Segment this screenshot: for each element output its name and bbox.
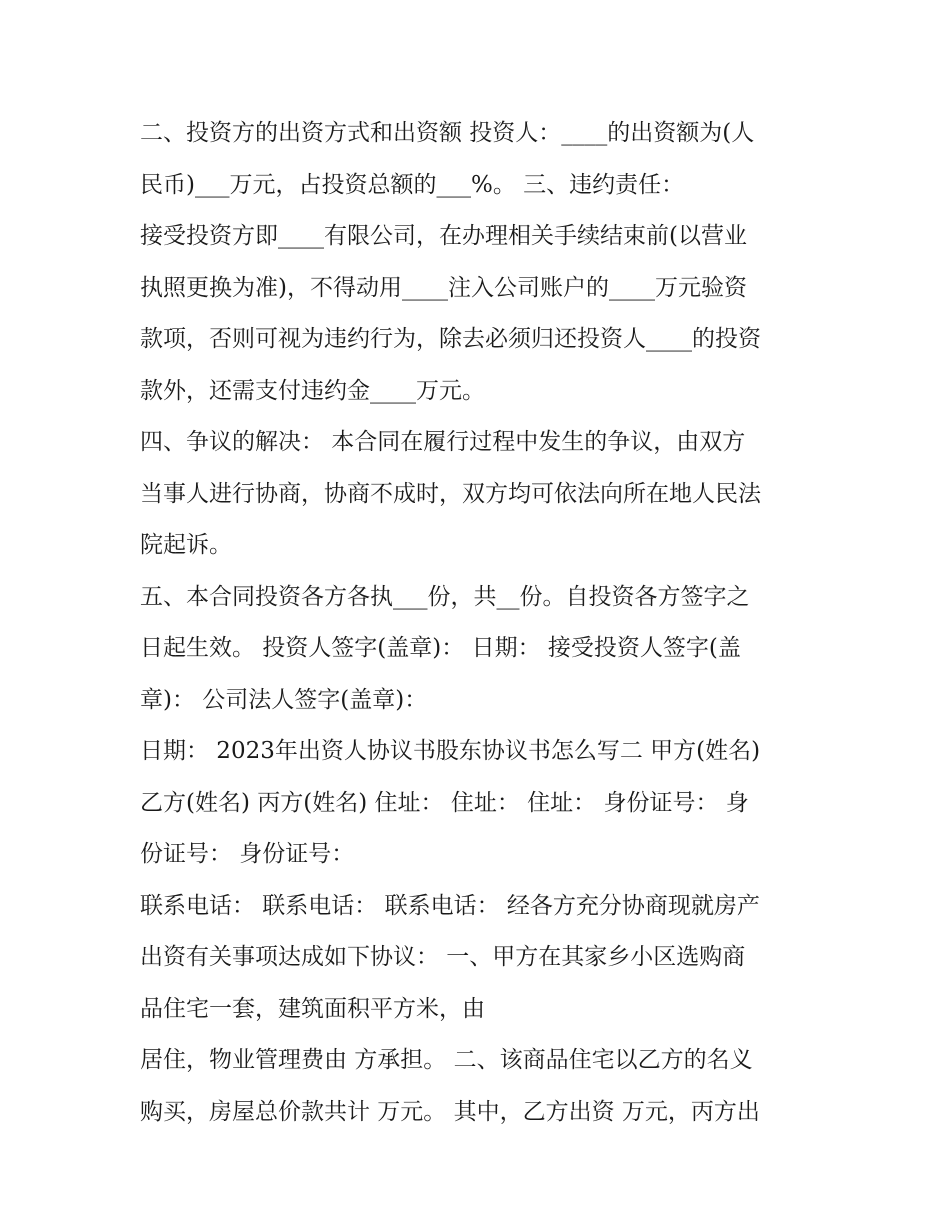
- text-line: 院起诉。: [140, 532, 232, 558]
- text-line: 章)： 公司法人签字(盖章)：: [140, 686, 428, 713]
- text-line: 当事人进行协商，协商不成时，双方均可依法向所在地人民法: [140, 480, 761, 507]
- text-line: 日起生效。 投资人签字(盖章)： 日期： 接受投资人签字(盖: [140, 635, 741, 661]
- text-line: 出资有关事项达成如下协议： 一、甲方在其家乡小区选购商: [140, 944, 746, 970]
- text-line: 日期： 2023年出资人协议书股东协议书怎么写二 甲方(姓名): [140, 738, 761, 764]
- text-line: 联系电话： 联系电话： 联系电话： 经各方充分协商现就房产: [140, 892, 760, 919]
- text-line: 乙方(姓名) 丙方(姓名) 住址： 住址： 住址： 身份证号： 身: [140, 789, 749, 816]
- text-line: 购买，房屋总价款共计 万元。 其中，乙方出资 万元，丙方出: [140, 1098, 760, 1125]
- document-body: [140, 108, 820, 1138]
- text-line: 居住，物业管理费由 方承担。 二、该商品住宅以乙方的名义: [140, 1047, 753, 1073]
- text-line: 款项，否则可视为违约行为，除去必须归还投资人____的投资: [140, 326, 761, 352]
- text-line: 二、投资方的出资方式和出资额 投资人：____的出资额为(人: [140, 120, 755, 146]
- text-line: 五、本合同投资各方各执___份，共__份。自投资各方签字之: [140, 583, 750, 610]
- text-line: 款外，还需支付违约金____万元。: [140, 377, 485, 404]
- text-line: 民币)___万元，占投资总额的___%。 三、违约责任：: [140, 171, 685, 198]
- text-line: 接受投资方即____有限公司，在办理相关手续结束前(以营业: [140, 223, 747, 249]
- text-line: 四、争议的解决： 本合同在履行过程中发生的争议，由双方: [140, 429, 746, 455]
- text-line: 执照更换为准)，不得动用____注入公司账户的____万元验资: [140, 274, 747, 301]
- text-line: 份证号： 身份证号：: [140, 841, 355, 867]
- text-line: 品住宅一套，建筑面积平方米，由: [140, 995, 485, 1022]
